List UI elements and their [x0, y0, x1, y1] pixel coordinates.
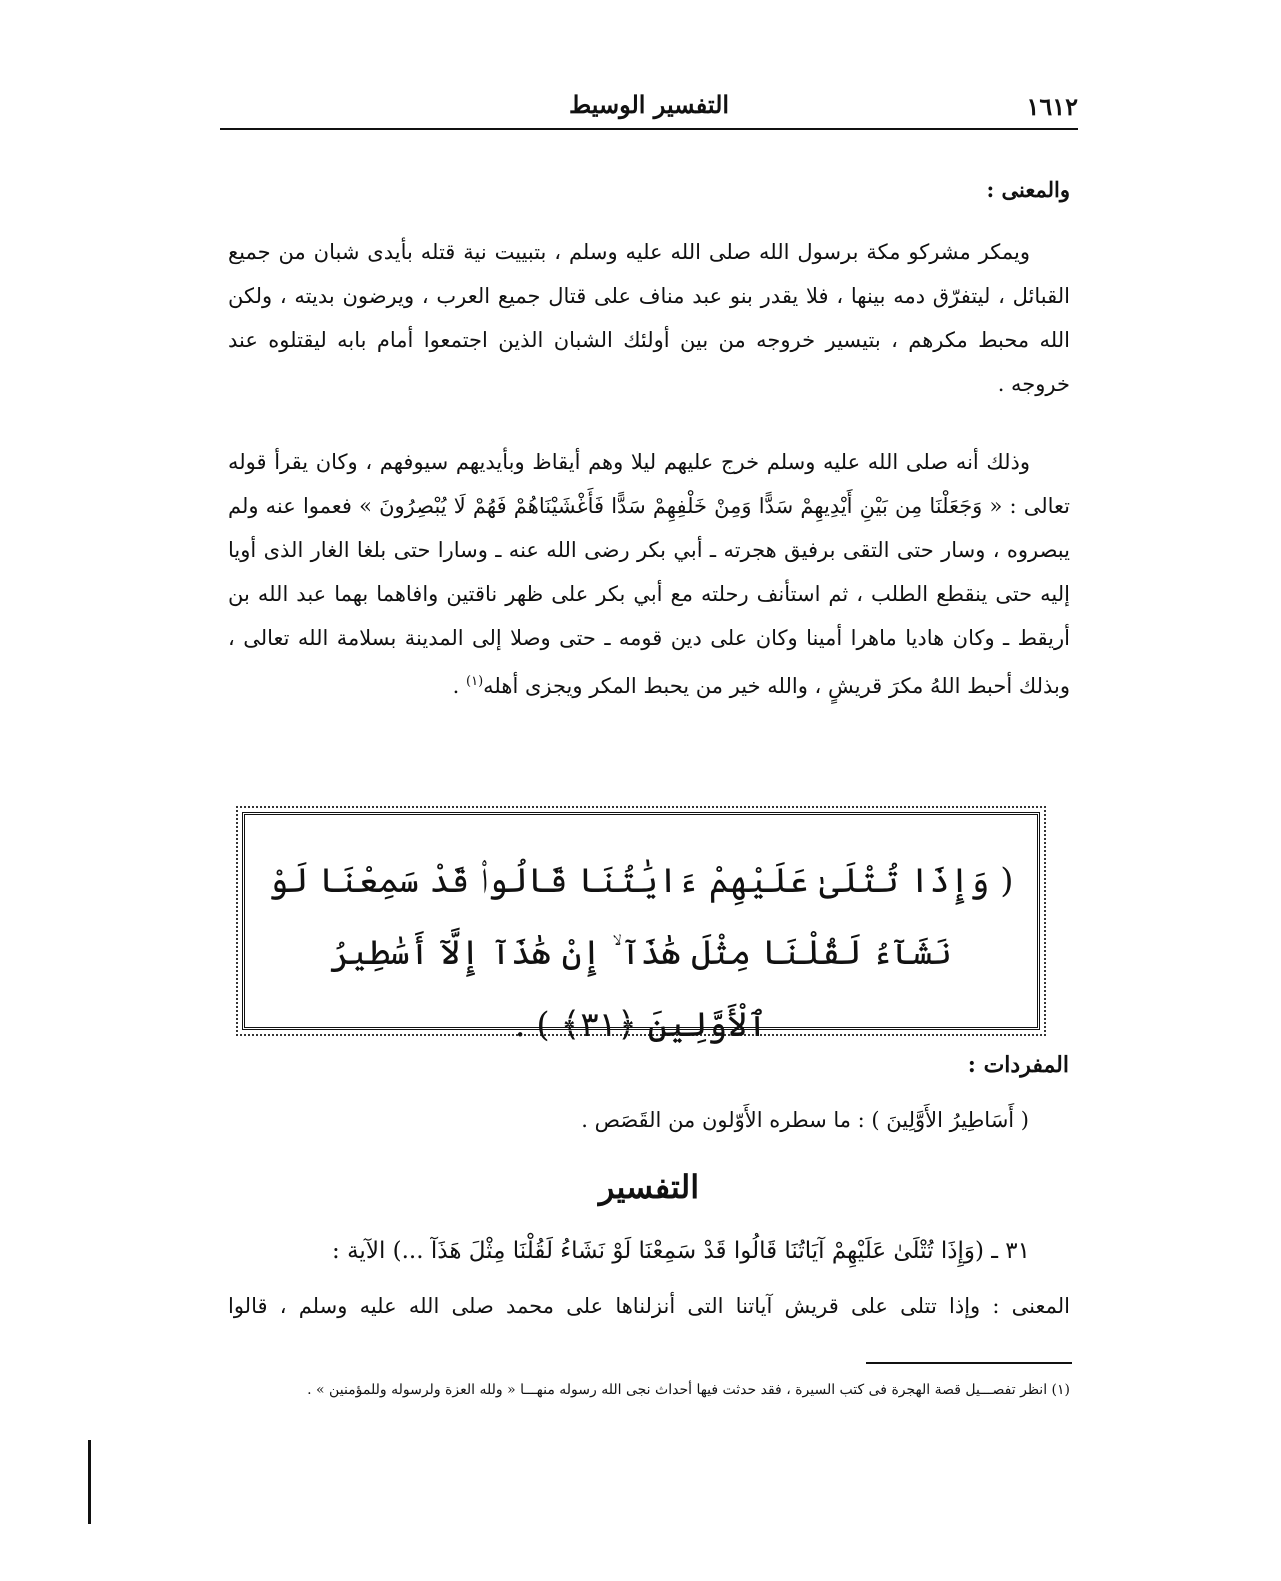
vocabulary-entry: ( أَسَاطِيرُ الأَوَّلِينَ ) : ما سطره الأَوّلون من القَصَص . [581, 1108, 1029, 1132]
tafsir-verse-line: ٣١ ـ (وَإِذَا تُتْلَىٰ عَلَيْهِمْ آيَاتُنَا قَالُوا قَدْ سَمِعْنَا لَوْ نَشَاءُ لَقُلْنَا مِثْلَ هَذَآ ...) الآية : [332, 1238, 1030, 1264]
paragraph-1-text: ويمكر مشركو مكة برسول الله صلى الله عليه وسلم ، بتبييت نية قتله بأيدى شبان من جميع القبائل ، ليتفرّق دمه بينها ، فلا يقدر بنو عبد مناف على قتال جميع العرب ، ويرضون بديته ، ولكن الله محبط مكرهم ، بتيسير خروجه من بين أولئك الشبان الذين اجتمعوا أمام بابه ليقتلوه عند خروجه . [228, 240, 1070, 396]
paragraph-2-text: وذلك أنه صلى الله عليه وسلم خرج عليهم ليلا وهم أيقاظ وبأيديهم سيوفهم ، وكان يقرأ قوله تعالى : « وَجَعَلْنَا مِن بَيْنِ أَيْدِيهِمْ سَدًّا وَمِنْ خَلْفِهِمْ سَدًّا فَأَغْشَيْنَاهُمْ فَهُمْ لَا يُبْصِرُونَ » فعموا عنه ولم يبصروه ، وسار حتى التقى برفيق هجرته ـ أبي بكر رضى الله عنه ـ وسارا حتى بلغا الغار الذى أويا إليه حتى ينقطع الطلب ، ثم استأنف رحلته مع أبي بكر على ظهر ناقتين وافاهما بهما عبد الله بن أريقط ـ وكان هاديا ماهرا أمينا وكان على دين قومه ـ حتى وصلا إلى المدينة بسلامة الله تعالى ، وبذلك أحبط اللهُ مكرَ قريشٍ ، والله خير من يحبط المكر ويجزى أهله [228, 450, 1070, 698]
footnote-rule [866, 1362, 1072, 1364]
footnote-marker: (١) [466, 674, 484, 689]
running-title: التفسير الوسيط [568, 90, 730, 119]
paragraph-2-end: . [452, 674, 467, 698]
header-rule [220, 128, 1078, 130]
tafsir-heading: التفسير [598, 1168, 700, 1206]
page-number: ١٦١٢ [1026, 92, 1078, 121]
page-header [220, 88, 1078, 124]
vocabulary-label: المفردات : [967, 1052, 1069, 1078]
quran-verse-frame [242, 812, 1040, 1045]
quran-verse-text: ( وَإِذَا تُتْلَىٰ عَلَيْهِمْ ءَايَٰتُنَا قَالُوا۟ قَدْ سَمِعْنَا لَوْ نَشَآءُ لَقُلْنَا مِثْلَ هَٰذَآ ۙ إِنْ هَٰذَآ إِلَّآ أَسَٰطِيرُ ٱلْأَوَّلِينَ ﴿٣١﴾ ) . [268, 861, 1014, 1045]
paragraph-2 [228, 440, 1070, 708]
paragraph-1 [228, 230, 1070, 406]
footnote: (١) انظر تفصـــيل قصة الهجرة فى كتب السيرة ، فقد حدثت فيها أحداث نجى الله رسوله منهـــا « ولله العزة ولرسوله وللمؤمنين » . [307, 1382, 1070, 1398]
meaning-label: والمعنى : [986, 177, 1070, 202]
margin-scan-line [88, 1440, 91, 1524]
tafsir-meaning-line: المعنى : وإذا تتلى على قريش آياتنا التى أنزلناها على محمد صلى الله عليه وسلم ، قالوا [228, 1294, 1070, 1318]
paragraph-2-body [228, 440, 1070, 708]
